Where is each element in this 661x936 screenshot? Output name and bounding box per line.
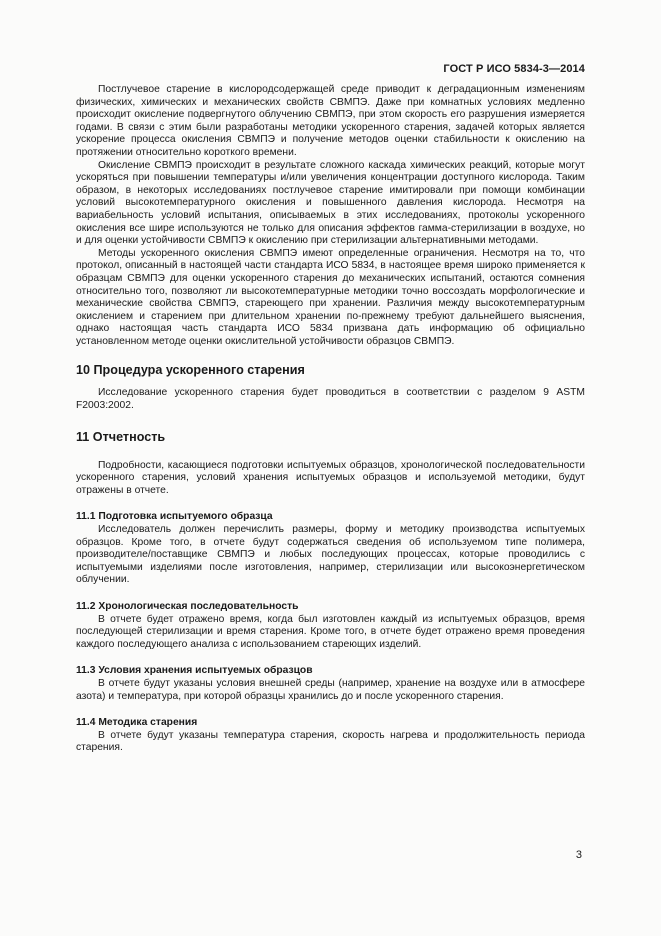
section-10-heading: 10 Процедура ускоренного старения <box>76 363 305 378</box>
subsection-11-3-heading: 11.3 Условия хранения испытуемых образцов <box>76 665 313 677</box>
intro-paragraph-3: Методы ускоренного окисления СВМПЭ имеют определенные ограничения. Несмотря на то, что протокол, описанный в настоящей части стандарта ИСО 5834, в настоящее время широко применяется к образцам СВМПЭ для оценки ускоренного старения до механических испытаний, остаются сомнения относительно того, позволяют ли высокотемпературные методики точно воссоздать морфологические и механические свойства СВМПЭ, стареющего при хранении. Различия между высокотемпературным окислением и старением при длительном хранении по-прежнему требуют дальнейшего выяснения, однако настоящая часть стандарта ИСО 5834 призвана дать информацию об официально установленном методе оценки окислительной устойчивости образцов СВМПЭ. <box>76 247 585 347</box>
document-body <box>76 84 585 755</box>
intro-paragraph-1: Постлучевое старение в кислородсодержащей среде приводит к деградационным изменениям физических, химических и механических свойств СВМПЭ. Даже при комнатных условиях медленно происходит окисление подвергнутого облучению СВМПЭ, при этом скорость его разрушения измеряется годами. В связи с этим были разработаны методики ускоренного старения, задачей которых является ускорение процесса окисления СВМПЭ и получение методов оценки стабильности к окислению на протяжении относительно короткого времени. <box>76 84 585 158</box>
subsection-11-1-heading: 11.1 Подготовка испытуемого образца <box>76 511 273 523</box>
section-11-paragraph: Подробности, касающиеся подготовки испытуемых образцов, хронологической последовательности ускоренного старения, условий хранения испытуемых образцов и используемой методики, будут отражены в отчете. <box>76 459 585 496</box>
subsection-11-3-paragraph: В отчете будут указаны условия внешней среды (например, хранение на воздухе или в атмосфере азота) и температура, при которой образцы хранились до и после ускоренного старения. <box>76 677 585 702</box>
section-10-paragraph: Исследование ускоренного старения будет проводиться в соответствии с разделом 9 ASTM F2003:2002. <box>76 387 585 412</box>
subsection-11-4-paragraph: В отчете будут указаны температура старения, скорость нагрева и продолжительность периода старения. <box>76 729 585 754</box>
subsection-11-2-paragraph: В отчете будет отражено время, когда был изготовлен каждый из испытуемых образцов, время последующей стерилизации и время старения. Кроме того, в отчете будет отражено время проведения каждого последующего анализа с использованием стареющих изделий. <box>76 613 585 650</box>
section-11-heading: 11 Отчетность <box>76 429 166 444</box>
intro-paragraph-2: Окисление СВМПЭ происходит в результате сложного каскада химических реакций, которые могут ускоряться при повышении температуры и/или увеличения концентрации доступного кислорода. Таким образом, в некоторых исследованиях постлучевое старение имитировали при помощи комбинации условий высокотемпературного окисления и повышенного давления кислорода. Несмотря на вариабельность условий испытания, описываемых в этих исследованиях, протоколы ускоренного окисления все шире используются не только для описания эффектов гамма-стерилизации в воздухе, но и для оценки устойчивости СВМПЭ к окислению при стерилизации альтернативными методами. <box>76 159 585 247</box>
subsection-11-1-paragraph: Исследователь должен перечислить размеры, форму и методику производства испытуемых образцов. Кроме того, в отчете будут содержаться сведения об используемом типе полимера, производителе/поставщике СВМПЭ и любых последующих процессах, которые проводились с испытуемыми изделиями после изготовления, например, стерилизации или высокоэнергетическом облучении. <box>76 524 585 586</box>
subsection-11-4-heading: 11.4 Методика старения <box>76 717 198 729</box>
standard-header: ГОСТ Р ИСО 5834-3—2014 <box>443 63 585 75</box>
subsection-11-2-heading: 11.2 Хронологическая последовательность <box>76 601 299 612</box>
page-number: 3 <box>575 849 582 861</box>
